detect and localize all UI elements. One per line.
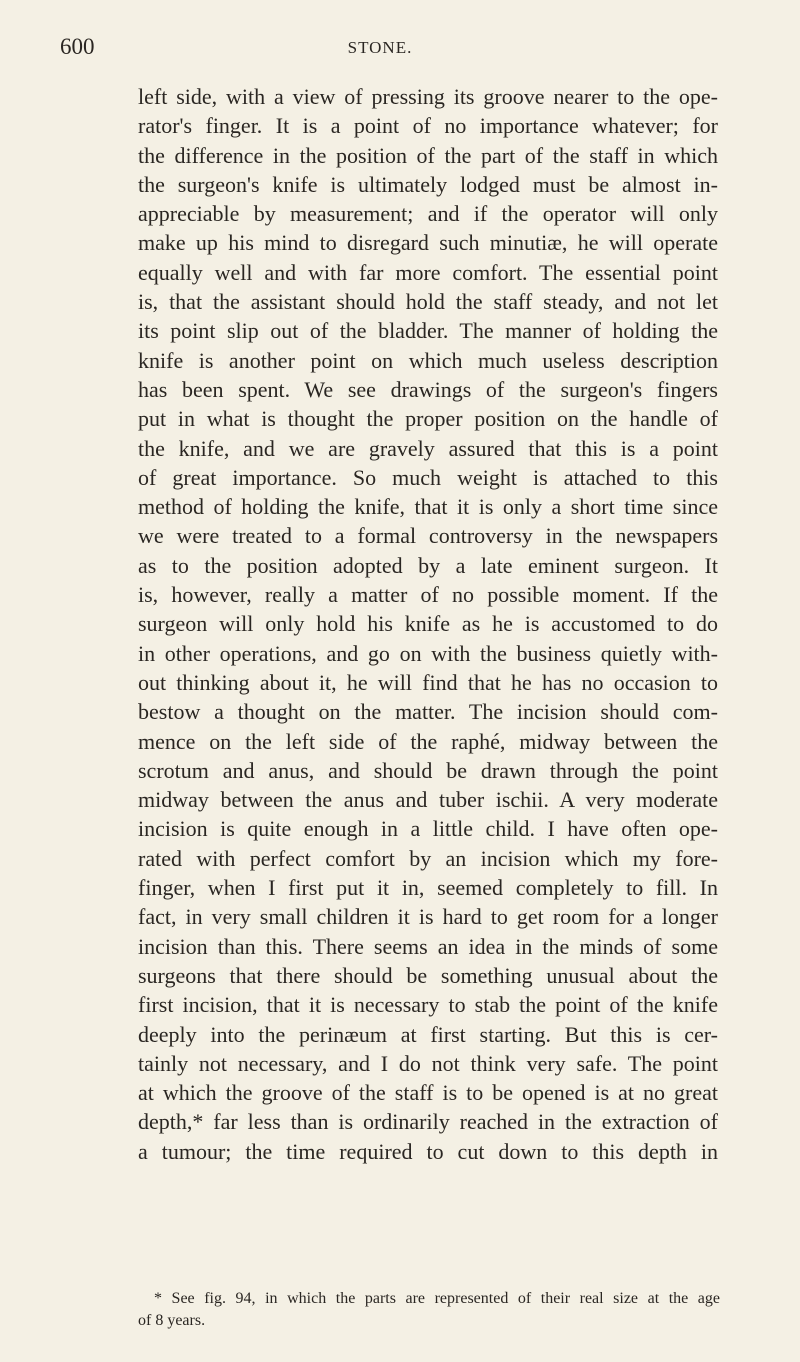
text-line: knife is another point on which much useless description [138,347,718,373]
text-line: out thinking about it, he will find that he has no occasion to [138,669,718,695]
footnote-line: of 8 years. [138,1312,206,1329]
text-line: first incision, that it is necessary to stab the point of the knife [138,992,718,1018]
text-line: is, however, really a matter of no possible moment. If the [138,582,718,608]
text-line: fact, in very small children it is hard to get room for a longer [138,904,718,930]
text-line: midway between the anus and tuber ischii. A very moderate [138,787,718,813]
text-line: tainly not necessary, and I do not think very safe. The point [138,1050,718,1076]
text-line: left side, with a view of pressing its groove nearer to the ope- [138,84,718,109]
text-line: put in what is thought the proper position on the handle of [138,406,718,432]
text-line: rator's finger. It is a point of no importance whatever; for [138,113,718,139]
text-line: make up his mind to disregard such minutiæ, he will operate [138,230,718,256]
text-line: mence on the left side of the raphé, midway between the [138,728,718,754]
text-line: a tumour; the time required to cut down to this depth in [138,1138,718,1164]
text-line: the knife, and we are gravely assured that this is a point [138,435,718,461]
text-line: appreciable by measurement; and if the operator will only [138,201,718,227]
text-line: is, that the assistant should hold the staff steady, and not let [138,289,718,315]
text-line: incision is quite enough in a little child. I have often ope- [138,816,718,842]
text-line: incision than this. There seems an idea in the minds of some [138,933,718,959]
text-line: rated with perfect comfort by an incision which my fore- [138,845,718,871]
running-head [60,34,700,64]
text-line: of great importance. So much weight is attached to this [138,464,718,490]
page-number: 600 [60,34,95,59]
text-line: we were treated to a formal controversy in the newspapers [138,523,718,549]
text-line: finger, when I first put it in, seemed completely to fill. In [138,875,718,901]
text-line: at which the groove of the staff is to be opened is at no great [138,1080,718,1106]
text-line: method of holding the knife, that it is only a short time since [138,494,718,520]
text-line: deeply into the perinæum at first starting. But this is cer- [138,1021,718,1047]
text-line: equally well and with far more comfort. The essential point [138,259,718,285]
footnote-line: * See fig. 94, in which the parts are represented of their real size at the age [154,1290,720,1307]
text-line: has been spent. We see drawings of the surgeon's fingers [138,376,718,402]
text-line: surgeons that there should be something unusual about the [138,962,718,988]
text-line: bestow a thought on the matter. The incision should com- [138,699,718,725]
text-line: depth,* far less than is ordinarily reached in the extraction of [138,1109,718,1135]
text-line: scrotum and anus, and should be drawn through the point [138,757,718,783]
footnote [138,1288,720,1332]
text-line: as to the position adopted by a late eminent surgeon. It [138,552,718,578]
text-line: its point slip out of the bladder. The manner of holding the [138,318,718,344]
text-line: the surgeon's knife is ultimately lodged must be almost in- [138,171,718,197]
text-line: surgeon will only hold his knife as he is accustomed to do [138,611,718,637]
text-line: the difference in the position of the part of the staff in which [138,142,718,168]
running-title: STONE. [347,38,413,57]
body-text [138,82,718,1166]
text-line: in other operations, and go on with the business quietly with- [138,640,718,666]
